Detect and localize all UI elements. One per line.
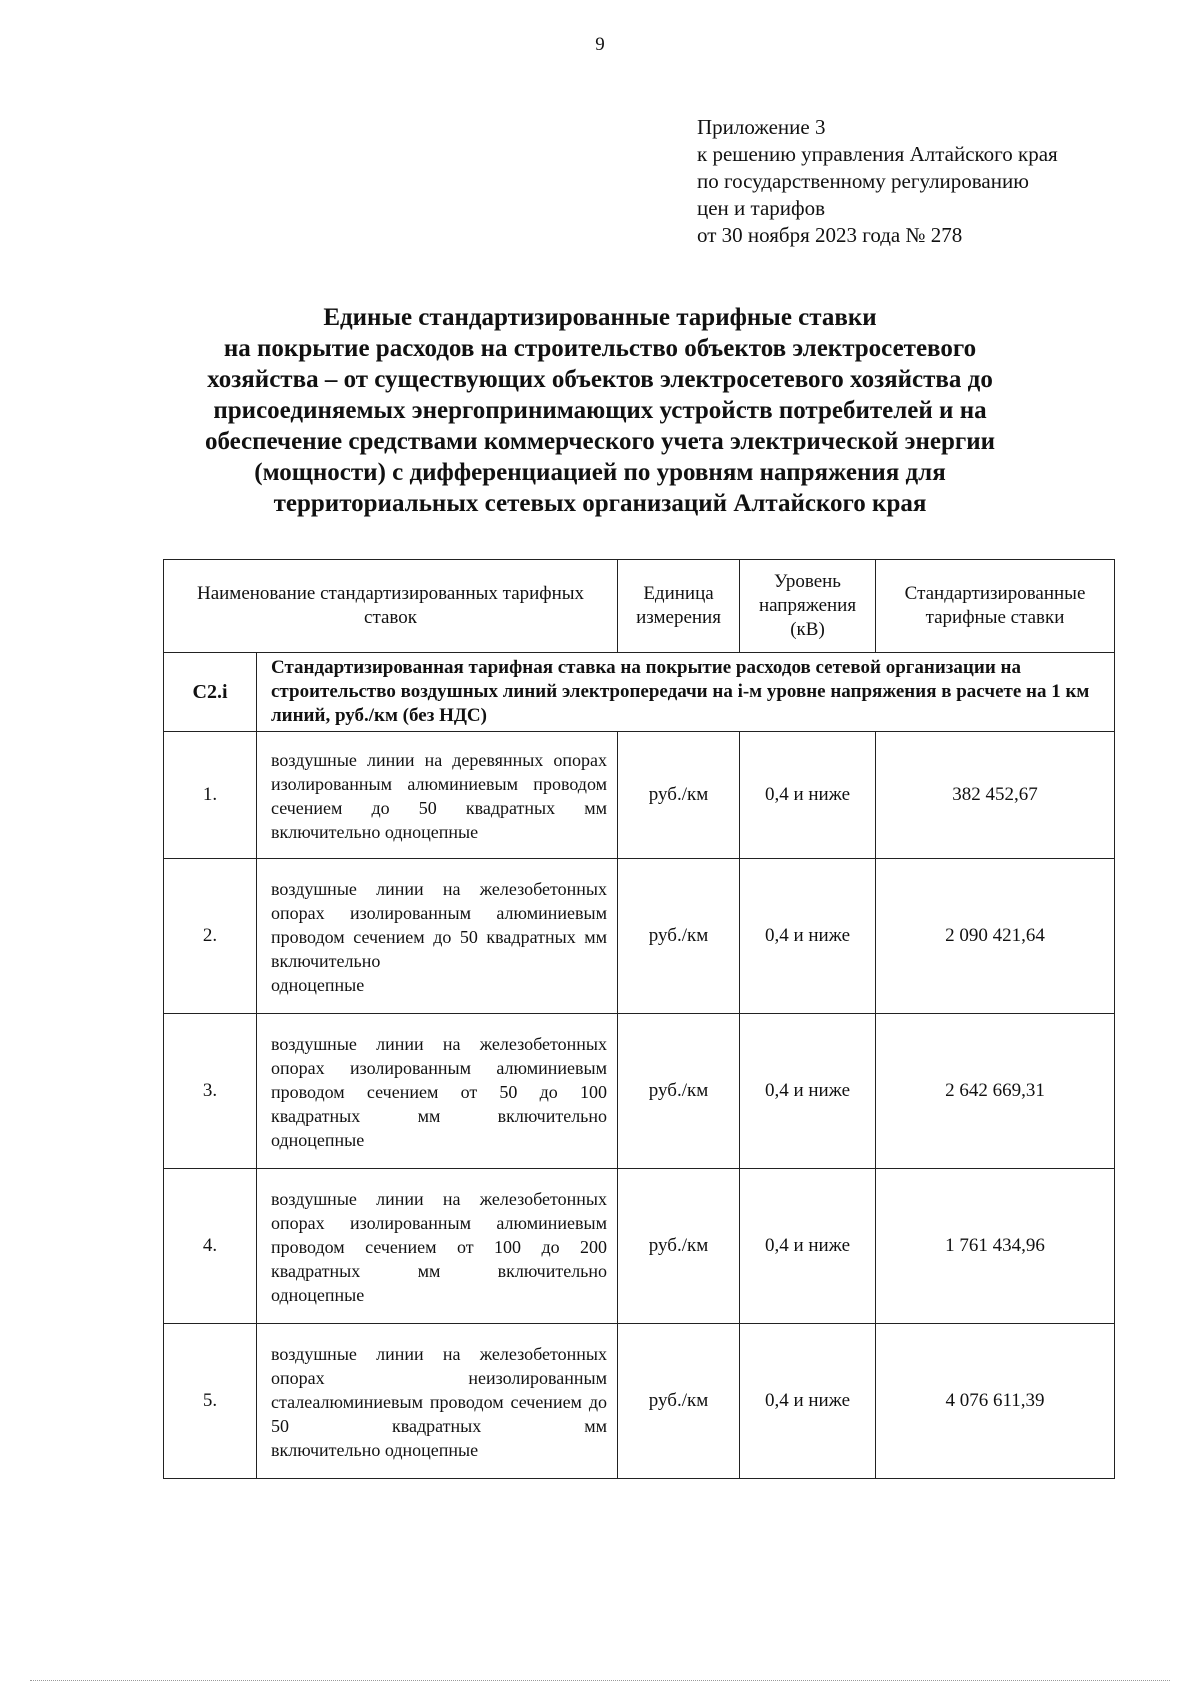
table-row <box>164 1324 1115 1479</box>
scan-edge-divider <box>30 1680 1170 1681</box>
header-unit: Единица измерения <box>618 560 740 653</box>
title-line: обеспечение средствами коммерческого учета электрической энергии <box>204 428 996 455</box>
appendix-line: цен и тарифов <box>697 196 826 220</box>
row-number: 2. <box>164 859 257 1014</box>
row-description-last: одноцепные <box>271 974 365 995</box>
header-name: Наименование стандартизированных тарифных ставок <box>164 560 618 653</box>
header-voltage: Уровень напряжения (кВ) <box>740 560 876 653</box>
row-description <box>257 1324 618 1479</box>
group-row <box>164 653 1115 732</box>
row-number: 5. <box>164 1324 257 1479</box>
row-description-last: одноцепные <box>271 1284 365 1305</box>
group-code: С2.i <box>164 653 257 732</box>
row-voltage: 0,4 и ниже <box>740 1169 876 1324</box>
row-unit: руб./км <box>618 1324 740 1479</box>
row-unit: руб./км <box>618 859 740 1014</box>
row-voltage: 0,4 и ниже <box>740 859 876 1014</box>
page-number: 9 <box>595 34 605 55</box>
row-description-last: одноцепные <box>271 1129 365 1150</box>
table-header-row <box>164 560 1115 653</box>
title-line: хозяйства – от существующих объектов электросетевого хозяйства до <box>207 366 993 393</box>
row-rate: 2 642 669,31 <box>876 1014 1115 1169</box>
title-line: территориальных сетевых организаций Алтайского края <box>273 490 927 517</box>
row-description-text: воздушные линии на железобетонных опорах изолированным алюминиевым проводом сечением до 50 квадратных мм включительно <box>271 878 608 971</box>
row-voltage: 0,4 и ниже <box>740 1014 876 1169</box>
table-row <box>164 1014 1115 1169</box>
title-line: на покрытие расходов на строительство объектов электросетевого <box>223 335 977 362</box>
row-description-text: воздушные линии на железобетонных опорах неизолированным сталеалюминиевым проводом сечением до 50 квадратных мм <box>271 1343 608 1436</box>
row-description-last: включительно одноцепные <box>271 1439 479 1460</box>
document-title <box>150 302 1050 519</box>
header-rate: Стандартизированные тарифные ставки <box>876 560 1115 653</box>
title-line: Единые стандартизированные тарифные ставки <box>323 304 877 331</box>
tariff-rates-table <box>163 559 1115 1479</box>
row-number: 1. <box>164 732 257 859</box>
row-unit: руб./км <box>618 1014 740 1169</box>
row-description <box>257 859 618 1014</box>
row-rate: 1 761 434,96 <box>876 1169 1115 1324</box>
row-unit: руб./км <box>618 1169 740 1324</box>
row-rate: 2 090 421,64 <box>876 859 1115 1014</box>
appendix-line: к решению управления Алтайского края <box>697 142 1058 166</box>
row-rate: 382 452,67 <box>876 732 1115 859</box>
title-line: присоединяемых энергопринимающих устройств потребителей и на <box>213 397 987 424</box>
row-description <box>257 732 618 859</box>
appendix-line: по государственному регулированию <box>697 169 1029 193</box>
appendix-line: Приложение 3 <box>697 115 826 139</box>
row-voltage: 0,4 и ниже <box>740 1324 876 1479</box>
row-number: 3. <box>164 1014 257 1169</box>
row-description-text: воздушные линии на железобетонных опорах изолированным алюминиевым проводом сечением от 100 до 200 квадратных мм включительно <box>271 1188 608 1281</box>
title-line: (мощности) с дифференциацией по уровням напряжения для <box>254 459 946 486</box>
appendix-block <box>697 114 1058 249</box>
row-description-text: воздушные линии на железобетонных опорах изолированным алюминиевым проводом сечением от 50 до 100 квадратных мм включительно <box>271 1033 608 1126</box>
row-description-text: воздушные линии на деревянных опорах изолированным алюминиевым проводом сечением до 50 квадратных мм <box>271 749 608 818</box>
table-row <box>164 1169 1115 1324</box>
row-voltage: 0,4 и ниже <box>740 732 876 859</box>
table-row <box>164 732 1115 859</box>
row-description <box>257 1014 618 1169</box>
row-rate: 4 076 611,39 <box>876 1324 1115 1479</box>
appendix-line: от 30 ноября 2023 года № 278 <box>697 223 963 247</box>
row-number: 4. <box>164 1169 257 1324</box>
row-description <box>257 1169 618 1324</box>
row-description-last: включительно одноцепные <box>271 821 479 842</box>
group-description: Стандартизированная тарифная ставка на покрытие расходов сетевой организации на строительство воздушных линий электропередачи на i-м уровне напряжения в расчете на 1 км линий, руб./км (без НДС) <box>257 653 1115 732</box>
row-unit: руб./км <box>618 732 740 859</box>
table-row <box>164 859 1115 1014</box>
